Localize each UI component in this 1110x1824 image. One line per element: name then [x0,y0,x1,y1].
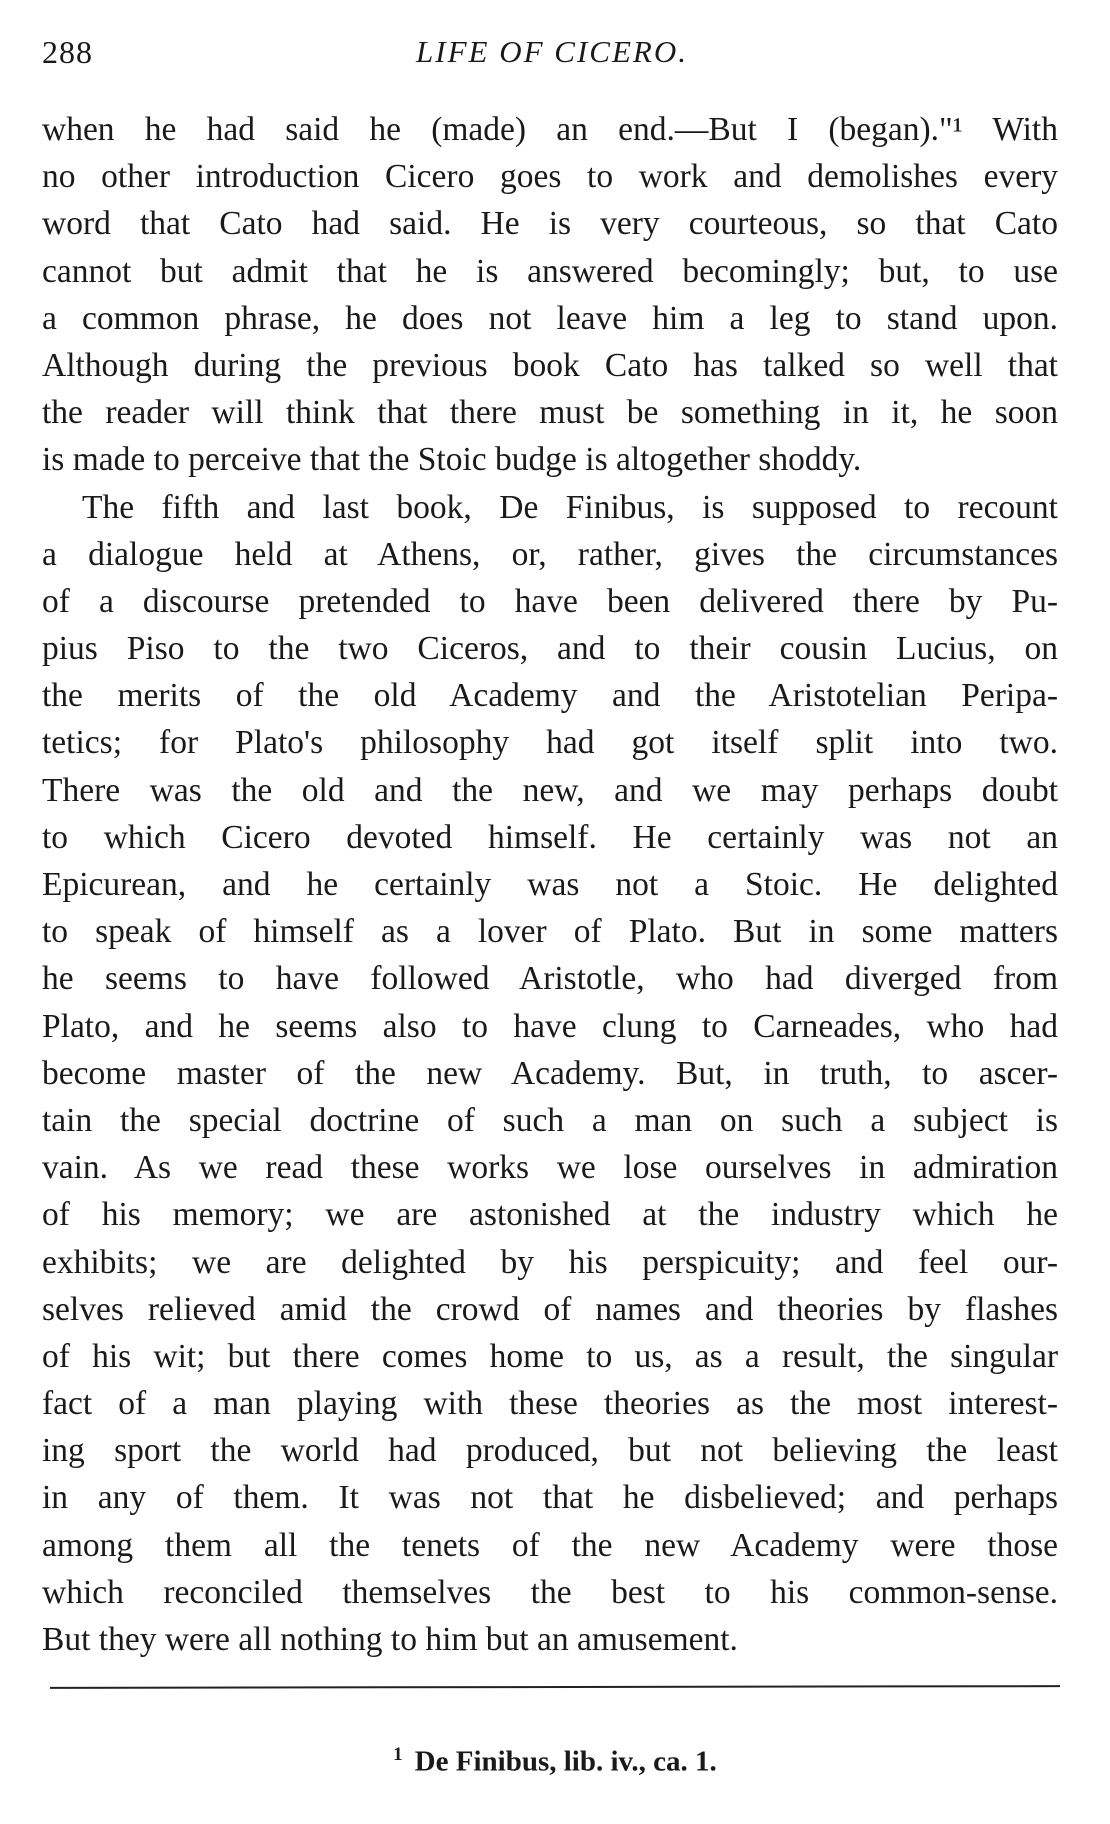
page-number: 288 [42,34,93,70]
text-line: tetics; for Plato's philosophy had got itself split into two. [42,724,1058,762]
text-line: cannot but admit that he is answered becomingly; but, to use [42,252,1058,290]
text-line: selves relieved amid the crowd of names and theories by flashes [42,1290,1058,1328]
footnote-marker: 1 [393,1744,403,1765]
running-head [42,34,1062,86]
text-line: among them all the tenets of the new Academy were those [42,1526,1058,1564]
text-line: a common phrase, he does not leave him a leg to stand upon. [42,299,1058,337]
footnote [0,1744,1110,1779]
text-line: a dialogue held at Athens, or, rather, gives the circumstances [42,535,1058,573]
text-line: tain the special doctrine of such a man on such a subject is [42,1101,1058,1139]
text-line: exhibits; we are delighted by his perspicuity; and feel our- [42,1243,1058,1281]
text-line: of his memory; we are astonished at the industry which he [42,1196,1058,1234]
text-line: which reconciled themselves the best to his common-sense. [42,1573,1058,1611]
text-line: become master of the new Academy. But, in truth, to ascer- [42,1054,1058,1092]
text-line: of a discourse pretended to have been delivered there by Pu- [42,582,1058,620]
text-line: the merits of the old Academy and the Aristotelian Peripa- [42,677,1058,715]
footnote-divider [50,1685,1060,1689]
text-line: to speak of himself as a lover of Plato. But in some matters [42,913,1058,951]
text-line: is made to perceive that the Stoic budge is altogether shoddy. [42,441,862,479]
text-line: to which Cicero devoted himself. He certainly was not an [42,818,1058,856]
text-line: fact of a man playing with these theories as the most interest- [42,1385,1058,1423]
text-line: the reader will think that there must be something in it, he soon [42,394,1058,432]
text-line: There was the old and the new, and we may perhaps doubt [42,771,1058,809]
text-line: Epicurean, and he certainly was not a Stoic. He delighted [42,866,1058,903]
text-line: word that Cato had said. He is very courteous, so that Cato [42,205,1058,243]
text-line: in any of them. It was not that he disbelieved; and perhaps [42,1479,1058,1517]
body-text [42,106,1058,1663]
text-line: pius Piso to the two Ciceros, and to their cousin Lucius, on [42,630,1058,668]
footnote-text: De Finibus, lib. iv., ca. 1. [414,1745,717,1778]
text-line: he seems to have followed Aristotle, who had diverged from [42,960,1058,998]
text-line: But they were all nothing to him but an amusement. [42,1621,738,1658]
text-line: Plato, and he seems also to have clung to Carneades, who had [42,1007,1058,1045]
text-line: of his wit; but there comes home to us, as a result, the singular [42,1337,1058,1375]
paragraph-start-line: The fifth and last book, De Finibus, is supposed to recount [82,488,1058,526]
text-line: when he had said he (made) an end.—But I (began)."¹ With [42,111,1058,148]
text-line: no other introduction Cicero goes to work and demolishes every [42,158,1058,196]
text-line: ing sport the world had produced, but not believing the least [42,1432,1058,1470]
text-line: vain. As we read these works we lose ourselves in admiration [42,1149,1058,1187]
running-title: LIFE OF CICERO. [416,34,688,69]
text-line: Although during the previous book Cato has talked so well that [42,346,1058,384]
